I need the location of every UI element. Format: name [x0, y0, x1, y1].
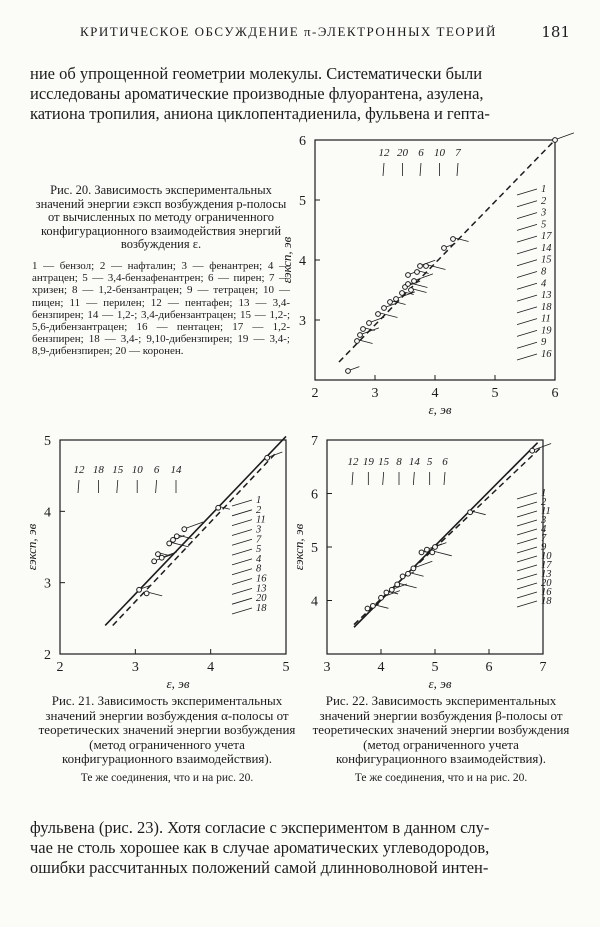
right-compound-label: 15 [541, 254, 552, 266]
pointer-line [434, 551, 451, 555]
right-compound-label: 13 [541, 569, 552, 580]
right-compound-label: 14 [541, 242, 552, 254]
pointer-line [557, 133, 574, 139]
right-compound-label: 3 [256, 524, 262, 536]
y-axis-label: εэксп, эв [291, 523, 306, 571]
top-paragraph [30, 64, 570, 124]
top-compound-label: 8 [396, 456, 402, 468]
text-line: фульвена (рис. 23). Хотя согласие с экспериментом в данном слу- [30, 818, 490, 837]
right-label-leader [517, 520, 537, 526]
figure-20-chart [279, 130, 595, 417]
data-point [361, 327, 366, 332]
y-tick-label: 3 [299, 314, 306, 329]
running-header [80, 24, 570, 46]
data-point [406, 282, 411, 287]
right-compound-label: 17 [541, 560, 552, 571]
right-label-leader [517, 502, 537, 508]
page-number: 181 [541, 23, 570, 41]
right-label-leader [232, 500, 252, 506]
y-tick-label: 4 [299, 254, 306, 269]
right-compound-label: 4 [541, 278, 547, 290]
data-point [442, 246, 447, 251]
data-point [419, 550, 424, 555]
pointer-line [472, 511, 486, 514]
data-point [406, 571, 411, 576]
right-compound-label: 1 [256, 495, 262, 506]
y-tick-label: 5 [299, 194, 306, 209]
right-compound-label: 11 [256, 514, 266, 526]
text-line: исследованы ароматические производные флуорантена, азулена, [30, 84, 484, 103]
right-compound-label: 10 [541, 551, 552, 562]
data-point [430, 550, 435, 555]
right-label-leader [517, 201, 537, 207]
right-label-leader [232, 549, 252, 555]
data-point [137, 587, 142, 592]
right-label-leader [517, 529, 537, 535]
right-label-leader [517, 283, 537, 289]
figure-22-caption-note: Те же соединения, что и на рис. 20. [354, 771, 528, 784]
data-point [451, 237, 456, 242]
top-label-tick [444, 472, 445, 485]
pointer-line [371, 317, 384, 322]
data-point [144, 591, 149, 596]
top-label-tick [413, 472, 414, 485]
right-label-leader [232, 520, 252, 526]
data-point [409, 288, 414, 293]
data-point [395, 582, 400, 587]
x-tick-label: 2 [311, 386, 319, 401]
right-label-leader [517, 248, 537, 254]
right-label-leader [232, 529, 252, 535]
y-tick-label: 6 [311, 487, 318, 503]
x-axis-label: ε, эв [166, 676, 190, 691]
y-tick-label: 6 [299, 134, 306, 149]
figure-21-caption-note: Те же соединения, что и на рис. 20. [80, 771, 254, 784]
y-tick-label: 3 [44, 576, 51, 592]
data-point [415, 270, 420, 275]
right-label-leader [232, 579, 252, 585]
top-label-tick [156, 480, 157, 493]
header-title: КРИТИЧЕСКОЕ ОБСУЖДЕНИЕ π-ЭЛЕКТРОННЫХ ТЕОРИЙ [80, 24, 497, 39]
x-tick-label: 5 [431, 660, 439, 675]
x-axis-label: ε, эв [428, 676, 452, 691]
text-line: катиона тропилия, аниона циклопентадиенила, фульвена и гепта- [30, 104, 490, 123]
right-compound-label: 18 [541, 596, 552, 607]
x-tick-label: 3 [323, 660, 331, 675]
figure-20-caption-title: Рис. 20. Зависимость экспериментальных значений энергии εэксп возбуждения p-полосы от вычисленных по методу ограниченного конфигурационного взаимодействия энергий возбуждения ε. [35, 183, 287, 252]
data-point [367, 321, 372, 326]
right-compound-label: 4 [541, 524, 547, 535]
top-compound-label: 19 [362, 456, 374, 468]
figure-21-caption-title: Рис. 21. Зависимость экспериментальных значений энергии возбуждения α-полосы от теоретических значений энергии возбуждения (метод ограниченного учета конфигурационного взаимодействия). [38, 693, 296, 766]
top-compound-label: 5 [426, 456, 433, 468]
right-label-leader [517, 295, 537, 301]
top-compound-label: 15 [112, 464, 124, 476]
right-label-leader [232, 510, 252, 516]
y-axis-label: εэксп, эв [24, 523, 39, 571]
right-compound-label: 2 [541, 497, 547, 508]
right-label-leader [232, 539, 252, 545]
data-point [355, 339, 360, 344]
figure-21-caption [36, 694, 298, 785]
data-point [468, 510, 473, 515]
right-compound-label: 7 [256, 534, 262, 546]
figure-22-chart [291, 432, 595, 691]
data-point [376, 312, 381, 317]
top-compound-label: 6 [442, 456, 448, 468]
right-label-leader [517, 236, 537, 242]
top-compound-label: 6 [418, 147, 424, 159]
right-label-leader [517, 583, 537, 589]
data-point [358, 333, 363, 338]
y-tick-label: 7 [311, 434, 318, 449]
y-axis-label: εэксп, эв [279, 236, 294, 284]
data-point [400, 574, 405, 579]
pointer-line [359, 340, 373, 343]
right-compound-label: 4 [256, 553, 262, 565]
data-point [159, 555, 164, 560]
right-compound-label: 9 [541, 542, 547, 553]
right-label-leader [517, 260, 537, 266]
x-tick-label: 4 [431, 386, 439, 401]
right-compound-label: 3 [541, 207, 547, 219]
right-label-leader [517, 538, 537, 544]
data-point [389, 587, 394, 592]
right-label-leader [517, 272, 537, 278]
top-label-tick [383, 472, 384, 485]
top-label-tick [457, 163, 458, 176]
x-tick-label: 5 [491, 386, 499, 401]
data-point [346, 369, 351, 374]
data-point [418, 264, 423, 269]
right-compound-label: 11 [541, 313, 551, 325]
right-compound-label: 2 [256, 504, 262, 516]
figure-21-chart [24, 432, 302, 691]
right-compound-label: 11 [541, 506, 551, 517]
data-point [388, 300, 393, 305]
right-label-leader [232, 559, 252, 565]
y-tick-label: 2 [44, 648, 51, 663]
right-compound-label: 2 [541, 195, 547, 207]
top-compound-label: 10 [434, 147, 445, 159]
y-tick-label: 4 [311, 594, 318, 610]
top-compound-label: 14 [408, 456, 420, 468]
top-compound-label: 7 [455, 147, 461, 159]
right-compound-label: 19 [541, 325, 552, 337]
data-point [379, 595, 384, 600]
data-point [384, 590, 389, 595]
right-label-leader [232, 608, 252, 614]
right-label-leader [517, 354, 537, 360]
top-compound-label: 12 [73, 464, 85, 476]
right-label-leader [517, 213, 537, 219]
top-label-tick [420, 163, 421, 176]
right-compound-label: 20 [256, 593, 267, 605]
x-tick-label: 2 [56, 660, 64, 675]
bisector-line [339, 140, 555, 362]
text-line: ошибки рассчитанных положений самой длинноволновой интен- [30, 858, 489, 877]
data-point [412, 279, 417, 284]
right-compound-label: 8 [541, 266, 547, 278]
x-tick-label: 6 [551, 386, 559, 401]
right-compound-label: 7 [541, 533, 547, 544]
top-compound-label: 15 [378, 456, 390, 468]
figure-20-legend: 1 — бензол; 2 — нафталин; 3 — фенантрен; 4 — антрацен; 5 — 3,4-бензафенантрен; 6 — пирен; 7 — хризен; 8 — 1,2-бензантрацен; 9 — тетрацен; 10 — пицен; 11 — перилен; 12 — пентафен; 13 — 3,4-бензпирен; 14 — 1,2-; 3,4-дибензантрацен; 15 — 1,2-; 5,6-дибензантрацен; 16 — пентацен; 17 — 1,2-бензпирен; 18 — 3,4-; 9,10-дибензпирен; 19 — 3,4-; 8,9-дибензпирен; 20 — коронен. [32, 259, 290, 358]
data-point [371, 603, 376, 608]
text-line: чае не столь хорошее как в случае ароматических углеводородов, [30, 838, 490, 857]
right-label-leader [517, 565, 537, 571]
data-point [152, 559, 157, 564]
data-point [265, 455, 270, 460]
right-label-leader [232, 569, 252, 575]
top-label-tick [352, 472, 353, 485]
right-compound-label: 1 [541, 488, 547, 499]
data-point [365, 606, 370, 611]
top-compound-label: 12 [378, 147, 390, 159]
right-label-leader [517, 592, 537, 598]
right-label-leader [517, 574, 537, 580]
figure-22-caption-title: Рис. 22. Зависимость экспериментальных значений энергии возбуждения β-полосы от теоретических значений энергии возбуждения (метод ограниченного учета конфигурационного взаимодействия). [312, 693, 570, 766]
right-compound-label: 17 [541, 231, 552, 243]
right-label-leader [517, 493, 537, 499]
right-label-leader [517, 319, 537, 325]
x-tick-label: 3 [371, 386, 379, 401]
top-compound-label: 12 [347, 456, 359, 468]
right-compound-label: 5 [256, 544, 262, 556]
right-compound-label: 1 [541, 184, 547, 195]
right-label-leader [517, 342, 537, 348]
data-point [425, 547, 430, 552]
top-label-tick [78, 480, 79, 493]
right-compound-label: 9 [541, 337, 547, 349]
text-line: ние об упрощенной геометрии молекулы. Систематически были [30, 64, 483, 83]
y-tick-label: 4 [44, 505, 51, 521]
data-point [400, 291, 405, 296]
x-tick-label: 6 [485, 660, 493, 675]
pointer-line [149, 592, 163, 595]
data-point [394, 297, 399, 302]
top-compound-label: 6 [153, 464, 160, 476]
y-tick-label: 5 [44, 434, 51, 449]
data-point [424, 264, 429, 269]
pointer-line [455, 238, 469, 241]
data-point [406, 273, 411, 278]
right-compound-label: 16 [256, 573, 267, 585]
x-tick-label: 5 [282, 660, 290, 675]
right-label-leader [517, 556, 537, 562]
y-tick-label: 5 [311, 541, 318, 556]
x-tick-label: 4 [207, 660, 215, 675]
top-compound-label: 20 [397, 147, 408, 159]
right-label-leader [517, 330, 537, 336]
right-compound-label: 8 [256, 563, 262, 575]
top-compound-label: 10 [131, 464, 143, 476]
pointer-line [350, 367, 359, 370]
right-compound-label: 13 [256, 583, 267, 595]
x-tick-label: 4 [377, 660, 385, 675]
x-tick-label: 3 [131, 660, 139, 675]
right-compound-label: 5 [541, 219, 547, 231]
right-label-leader [517, 547, 537, 553]
right-label-leader [517, 189, 537, 195]
pointer-line [375, 605, 389, 608]
pointer-line [413, 289, 427, 292]
figure-22-caption [310, 694, 572, 785]
data-point [182, 527, 187, 532]
right-label-leader [232, 598, 252, 604]
data-point [433, 545, 438, 550]
top-label-tick [117, 480, 118, 493]
data-point [216, 505, 221, 510]
figure-20-caption [32, 184, 290, 358]
bottom-paragraph [30, 818, 570, 878]
x-tick-label: 7 [539, 660, 547, 675]
right-label-leader [517, 307, 537, 313]
right-label-leader [517, 601, 537, 607]
right-label-leader [232, 588, 252, 594]
data-point [553, 138, 558, 143]
right-compound-label: 13 [541, 290, 552, 302]
right-compound-label: 3 [541, 515, 547, 526]
right-compound-label: 16 [541, 587, 552, 598]
data-point [530, 448, 535, 453]
right-compound-label: 18 [256, 603, 267, 614]
data-point [411, 566, 416, 571]
data-point [382, 306, 387, 311]
top-label-tick [383, 163, 384, 176]
right-compound-label: 18 [541, 301, 552, 313]
right-label-leader [517, 511, 537, 517]
right-label-leader [517, 224, 537, 230]
right-compound-label: 20 [541, 578, 552, 589]
top-compound-label: 14 [170, 464, 182, 476]
top-compound-label: 18 [92, 464, 104, 476]
data-point [174, 534, 179, 539]
right-compound-label: 16 [541, 349, 552, 360]
pointer-line [410, 573, 424, 576]
x-axis-label: ε, эв [428, 402, 452, 417]
